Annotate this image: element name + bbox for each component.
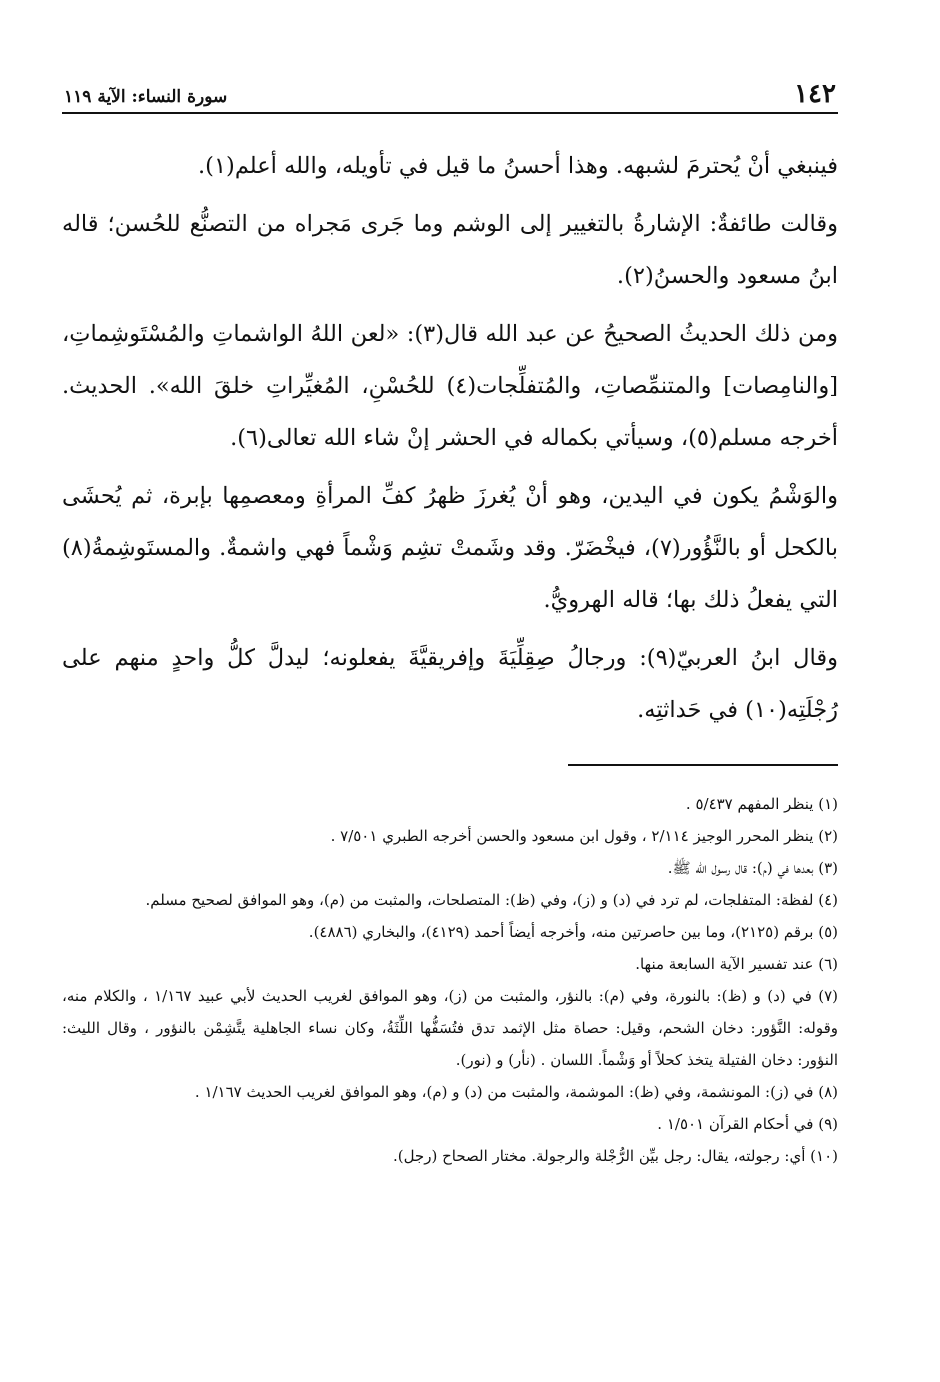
footnote: (٧) في (د) و (ظ): بالنورة، وفي (م): بالنؤر، والمثبت من (ز)، وهو الموافق لغريب الحديث لأبي عبيد ١/١٦٧ ، والكلام منه، وقوله: النَّؤور: دخان الشحم، وقيل: حصاة مثل الإثمد تدق فتُسَفُّها اللِّثَةُ، وكان نساء الجاهلية يتَّشِمْن بالنؤور ، وقال الليث: النؤور: دخان الفتيلة يتخذ كحلاً أو وَشْماً. اللسان . (نأر) و (نور). xyxy=(62,987,838,1069)
footnote: (٢) ينظر المحرر الوجيز ٢/١١٤ ، وقول ابن مسعود والحسن أخرجه الطبري ٧/٥٠١ . xyxy=(330,827,838,845)
running-title: سورة النساء: الآية ١١٩ xyxy=(64,87,228,107)
footnote-separator xyxy=(568,764,838,766)
footnote: (٦) عند تفسير الآية السابعة منها. xyxy=(635,955,838,973)
footnote: (١٠) أي: رجولته، يقال: رجل بيِّن الرُّجْلة والرجولة. مختار الصحاح (رجل). xyxy=(392,1147,838,1165)
footnotes xyxy=(62,788,838,1172)
page-number: ١٤٢ xyxy=(794,79,836,109)
footnote: (١) ينظر المفهم ٥/٤٣٧ . xyxy=(685,795,838,813)
paragraph: ومن ذلك الحديثُ الصحيحُ عن عبد الله قال(٣): «لعن اللهُ الواشماتِ والمُسْتَوشِماتِ، [والنامِصات] والمتنمِّصاتِ، والمُتفلِّجات(٤) للحُسْنِ، المُغيِّراتِ خلقَ الله». الحديث. أخرجه مسلم(٥)، وسيأتي بكماله في الحشر إنْ شاء الله تعالى(٦). xyxy=(62,321,838,451)
footnote: (٣) بعدها في (م): قال رسول الله ﷺ. xyxy=(667,859,838,877)
footnote: (٥) برقم (٢١٢٥)، وما بين حاصرتين منه، وأخرجه أيضاً أحمد (٤١٢٩)، والبخاري (٤٨٨٦). xyxy=(308,923,838,941)
footnote: (٨) في (ز): المونشمة، وفي (ظ): الموشمة، والمثبت من (د) و (م)، وهو الموافق لغريب الحديث ١/١٦٧ . xyxy=(194,1083,838,1101)
paragraph: والوَشْمُ يكون في اليدين، وهو أنْ يُغرزَ ظهرُ كفِّ المرأةِ ومعصمِها بإبرة، ثم يُحشَى بالكحل أو بالنَّؤُور(٧)، فيخْضَرّ. وقد وشَمتْ تشِم وَشْماً فهي واشمةٌ. والمستَوشِمةُ(٨) التي يفعلُ ذلك بها؛ قاله الهرويُّ. xyxy=(62,483,838,613)
page-header xyxy=(62,78,838,114)
book-page xyxy=(62,78,838,1348)
footnote: (٤) لفظة: المتفلجات، لم ترد في (د) و (ز)، وفي (ظ): المتصلحات، والمثبت من (م)، وهو الموافق لصحيح مسلم. xyxy=(145,891,838,909)
footnote: (٩) في أحكام القرآن ١/٥٠١ . xyxy=(657,1115,838,1133)
main-text xyxy=(62,140,838,736)
paragraph: وقال ابنُ العربيّ(٩): ورجالُ صِقِلِّيَةَ وإفريقيَّةَ يفعلونه؛ ليدلَّ كلُّ واحدٍ منهم على رُجْلَتِه(١٠) في حَداثتِه. xyxy=(62,645,838,723)
paragraph: وقالت طائفةٌ: الإشارةُ بالتغيير إلى الوشم وما جَرى مَجراه من التصنُّع للحُسن؛ قاله ابنُ مسعود والحسنُ(٢). xyxy=(62,211,838,289)
paragraph: فينبغي أنْ يُحترمَ لشبهه. وهذا أحسنُ ما قيل في تأويله، والله أعلم(١). xyxy=(198,153,838,179)
